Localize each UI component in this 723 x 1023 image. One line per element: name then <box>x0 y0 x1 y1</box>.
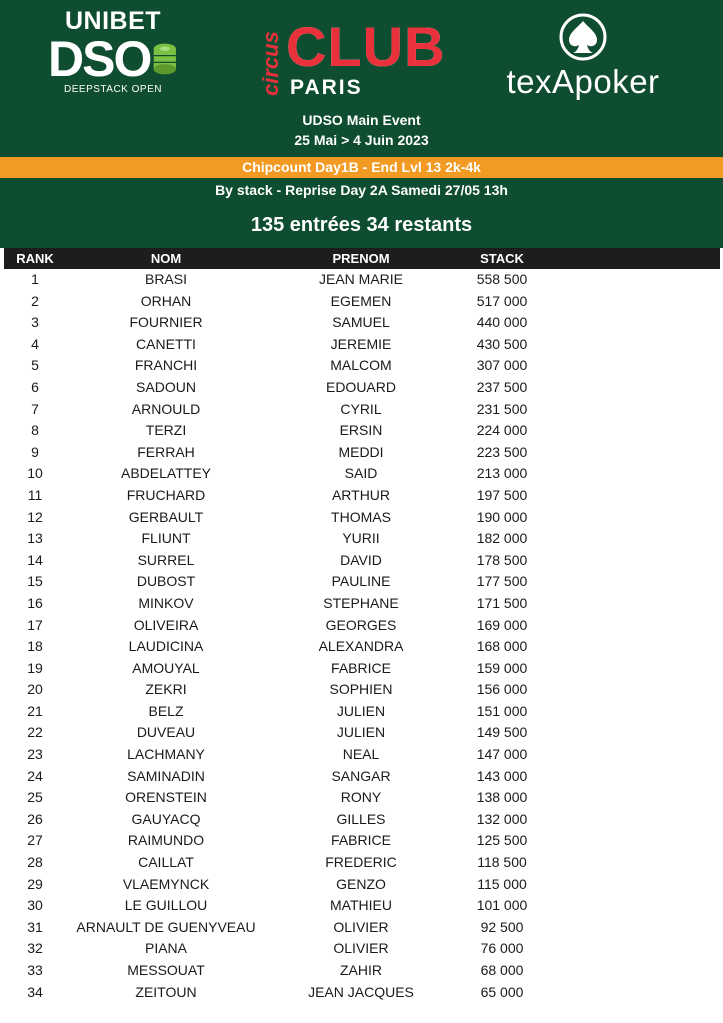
table-row <box>4 291 720 313</box>
cell-nom: DUBOST <box>136 573 196 590</box>
cell-stack: 171 500 <box>476 594 528 611</box>
cell-prenom: OLIVIER <box>333 940 389 957</box>
table-row <box>4 766 720 788</box>
table-row <box>4 269 720 291</box>
dso-wordmark: DSO <box>48 31 151 87</box>
cell-prenom: FABRICE <box>331 832 391 849</box>
table-row <box>4 679 720 701</box>
cell-rank: 14 <box>27 551 43 568</box>
table-row <box>4 334 720 356</box>
circus-club-paris-logo <box>256 15 452 102</box>
cell-nom: SADOUN <box>136 378 196 395</box>
cell-rank: 18 <box>27 638 43 655</box>
cell-rank: 29 <box>27 875 43 892</box>
table-row <box>4 550 720 572</box>
table-row <box>4 744 720 766</box>
cell-stack: 156 000 <box>476 681 528 698</box>
cell-nom: OLIVEIRA <box>133 616 199 633</box>
cell-prenom: PAULINE <box>331 573 391 590</box>
cell-rank: 3 <box>31 314 39 331</box>
cell-rank: 4 <box>31 335 39 352</box>
cell-stack: 182 000 <box>476 530 528 547</box>
cell-rank: 32 <box>27 940 43 957</box>
cell-rank: 21 <box>27 702 43 719</box>
cell-nom: ORENSTEIN <box>125 789 207 806</box>
cell-stack: 558 500 <box>476 271 528 287</box>
cell-prenom: YURII <box>342 530 380 547</box>
table-row <box>4 917 720 939</box>
cell-stack: 430 500 <box>476 335 528 352</box>
cell-rank: 10 <box>27 465 43 482</box>
cell-nom: ZEITOUN <box>135 983 197 1000</box>
cell-nom: CANETTI <box>136 335 196 352</box>
cell-prenom: MALCOM <box>330 357 392 374</box>
cell-stack: 517 000 <box>476 292 528 309</box>
column-nom: NOM <box>150 251 182 266</box>
cell-nom: GAUYACQ <box>131 810 201 827</box>
cell-rank: 8 <box>31 422 39 439</box>
cell-stack: 197 500 <box>476 486 528 503</box>
cell-stack: 118 500 <box>477 854 527 871</box>
table-row <box>4 960 720 982</box>
cell-rank: 22 <box>27 724 43 741</box>
cell-rank: 16 <box>27 594 43 611</box>
cell-prenom: NEAL <box>342 746 380 763</box>
cell-stack: 231 500 <box>476 400 528 417</box>
event-dates: 25 Mai > 4 Juin 2023 <box>294 132 429 148</box>
cell-prenom: JULIEN <box>336 724 386 741</box>
table-row <box>4 701 720 723</box>
cell-prenom: ARTHUR <box>331 486 391 503</box>
table-row <box>4 615 720 637</box>
circus-word: circus <box>258 31 283 97</box>
cell-nom: SURREL <box>137 551 195 568</box>
cell-rank: 28 <box>27 854 43 871</box>
table-row <box>4 895 720 917</box>
cell-nom: BRASI <box>144 271 187 287</box>
table-header <box>4 248 720 269</box>
cell-rank: 27 <box>27 832 43 849</box>
cell-rank: 23 <box>27 746 43 763</box>
cell-prenom: MATHIEU <box>330 897 392 914</box>
reprise-info: By stack - Reprise Day 2A Samedi 27/05 13h <box>215 182 508 198</box>
cell-rank: 31 <box>27 918 43 935</box>
chipcount-banner: Chipcount Day1B - End Lvl 13 2k-4k <box>0 157 723 178</box>
cell-nom: ARNAULT DE GUENYVEAU <box>76 918 256 935</box>
cell-rank: 1 <box>31 271 39 287</box>
cell-stack: 68 000 <box>480 962 524 978</box>
cell-prenom: MEDDI <box>338 443 384 460</box>
unibet-dso-logo <box>48 8 178 96</box>
cell-prenom: ALEXANDRA <box>318 638 404 655</box>
cell-prenom: GILLES <box>336 810 386 827</box>
cell-nom: LACHMANY <box>127 746 205 763</box>
texapoker-wordmark: texApoker <box>506 63 660 100</box>
table-row <box>4 571 720 593</box>
cell-prenom: JEAN JACQUES <box>308 983 414 1000</box>
cell-stack: 143 000 <box>476 767 528 784</box>
cell-nom: SAMINADIN <box>127 767 205 784</box>
table-row <box>4 420 720 442</box>
cell-prenom: FREDERIC <box>325 854 397 871</box>
cell-rank: 7 <box>31 400 39 417</box>
cell-rank: 19 <box>27 659 43 676</box>
cell-stack: 168 000 <box>476 638 528 655</box>
cell-prenom: JEREMIE <box>330 335 392 352</box>
cell-stack: 149 500 <box>476 724 528 741</box>
cell-stack: 138 000 <box>476 789 528 806</box>
cell-nom: MESSOUAT <box>127 962 205 978</box>
cell-prenom: RONY <box>340 789 382 806</box>
cell-prenom: GENZO <box>336 875 386 892</box>
cell-stack: 132 000 <box>476 810 528 827</box>
cell-stack: 115 000 <box>477 875 527 892</box>
table-row <box>4 355 720 377</box>
cell-prenom: JEAN MARIE <box>318 271 403 287</box>
cell-prenom: SOPHIEN <box>329 681 393 698</box>
paris-word: PARIS <box>290 76 363 99</box>
cell-nom: MINKOV <box>138 594 194 611</box>
cell-stack: 151 000 <box>476 702 528 719</box>
cell-nom: ARNOULD <box>131 400 201 417</box>
cell-nom: FOURNIER <box>129 314 203 331</box>
cell-nom: LE GUILLOU <box>124 897 208 914</box>
club-word: CLUB <box>286 15 446 78</box>
table-row <box>4 982 720 1004</box>
cell-prenom: EDOUARD <box>325 378 396 395</box>
table-row <box>4 722 720 744</box>
event-title: UDSO Main Event <box>302 112 421 128</box>
cell-rank: 2 <box>31 292 39 309</box>
cell-stack: 76 000 <box>480 940 524 957</box>
cell-nom: FERRAH <box>137 443 195 460</box>
table-row <box>4 399 720 421</box>
header-banner <box>0 0 723 248</box>
cell-rank: 24 <box>27 767 43 784</box>
cell-stack: 223 500 <box>476 443 528 460</box>
cell-rank: 26 <box>27 810 43 827</box>
cell-nom: BELZ <box>148 702 184 719</box>
poker-chips-icon <box>152 38 178 80</box>
table-row <box>4 528 720 550</box>
cell-rank: 9 <box>31 443 39 460</box>
texapoker-logo <box>498 12 668 100</box>
cell-prenom: FABRICE <box>331 659 391 676</box>
cell-stack: 237 500 <box>476 378 528 395</box>
entries-count: 135 entrées 34 restants <box>250 214 473 236</box>
cell-prenom: DAVID <box>340 551 382 568</box>
cell-nom: ORHAN <box>140 292 192 309</box>
cell-prenom: JULIEN <box>336 702 386 719</box>
cell-prenom: ZAHIR <box>340 962 382 978</box>
cell-stack: 224 000 <box>476 422 528 439</box>
cell-nom: FLIUNT <box>141 530 191 547</box>
cell-nom: ZEKRI <box>145 681 187 698</box>
cell-prenom: SAMUEL <box>332 314 390 331</box>
cell-nom: CAILLAT <box>138 854 194 871</box>
table-row <box>4 636 720 658</box>
unibet-brand: UNIBET <box>64 7 162 35</box>
cell-stack: 440 000 <box>476 314 528 331</box>
cell-rank: 11 <box>27 486 43 503</box>
cell-stack: 307 000 <box>476 357 528 374</box>
table-row <box>4 463 720 485</box>
column-stack: STACK <box>480 251 524 266</box>
cell-rank: 13 <box>27 530 43 547</box>
table-row <box>4 874 720 896</box>
cell-prenom: GEORGES <box>325 616 397 633</box>
cell-nom: LAUDICINA <box>128 638 204 655</box>
cell-stack: 190 000 <box>476 508 528 525</box>
cell-stack: 65 000 <box>480 983 524 1000</box>
table-row <box>4 377 720 399</box>
table-row <box>4 593 720 615</box>
cell-nom: AMOUYAL <box>132 659 200 676</box>
cell-prenom: STEPHANE <box>323 594 399 611</box>
cell-rank: 5 <box>31 357 39 374</box>
cell-prenom: EGEMEN <box>330 292 392 309</box>
cell-nom: GERBAULT <box>128 508 204 525</box>
cell-stack: 147 000 <box>476 746 528 763</box>
cell-stack: 159 000 <box>476 659 528 676</box>
cell-rank: 34 <box>27 983 43 1000</box>
table-row <box>4 809 720 831</box>
table-row <box>4 658 720 680</box>
table-row <box>4 830 720 852</box>
cell-nom: FRANCHI <box>134 357 198 374</box>
deepstack-open-label: DEEPSTACK OPEN <box>64 84 162 95</box>
cell-prenom: CYRIL <box>340 400 382 417</box>
cell-rank: 6 <box>31 378 39 395</box>
table-row <box>4 938 720 960</box>
cell-rank: 12 <box>27 508 43 525</box>
table-row <box>4 852 720 874</box>
cell-stack: 177 500 <box>476 573 528 590</box>
cell-nom: ABDELATTEY <box>121 465 211 482</box>
cell-prenom: THOMAS <box>331 508 391 525</box>
cell-rank: 15 <box>27 573 43 590</box>
chipcount-table-body <box>4 269 720 1003</box>
cell-nom: TERZI <box>145 422 187 439</box>
cell-rank: 17 <box>27 616 43 633</box>
cell-nom: DUVEAU <box>136 724 196 741</box>
cell-stack: 178 500 <box>476 551 528 568</box>
table-row <box>4 507 720 529</box>
cell-nom: VLAEMYNCK <box>122 875 210 892</box>
table-row <box>4 442 720 464</box>
cell-prenom: SANGAR <box>331 767 391 784</box>
column-prenom: PRENOM <box>332 251 390 266</box>
cell-stack: 92 500 <box>480 918 524 935</box>
cell-rank: 30 <box>27 897 43 914</box>
column-rank: RANK <box>16 251 54 266</box>
cell-stack: 125 500 <box>476 832 528 849</box>
table-row <box>4 787 720 809</box>
cell-rank: 25 <box>27 789 43 806</box>
cell-nom: RAIMUNDO <box>127 832 205 849</box>
cell-rank: 20 <box>27 681 43 698</box>
table-row <box>4 312 720 334</box>
cell-rank: 33 <box>27 962 43 978</box>
spade-icon <box>558 12 608 62</box>
cell-prenom: SAID <box>344 465 378 482</box>
cell-nom: PIANA <box>144 940 187 957</box>
cell-prenom: ERSIN <box>339 422 383 439</box>
cell-nom: FRUCHARD <box>126 486 206 503</box>
cell-stack: 213 000 <box>476 465 528 482</box>
cell-stack: 101 000 <box>476 897 528 914</box>
table-row <box>4 485 720 507</box>
cell-stack: 169 000 <box>476 616 528 633</box>
cell-prenom: OLIVIER <box>333 918 389 935</box>
